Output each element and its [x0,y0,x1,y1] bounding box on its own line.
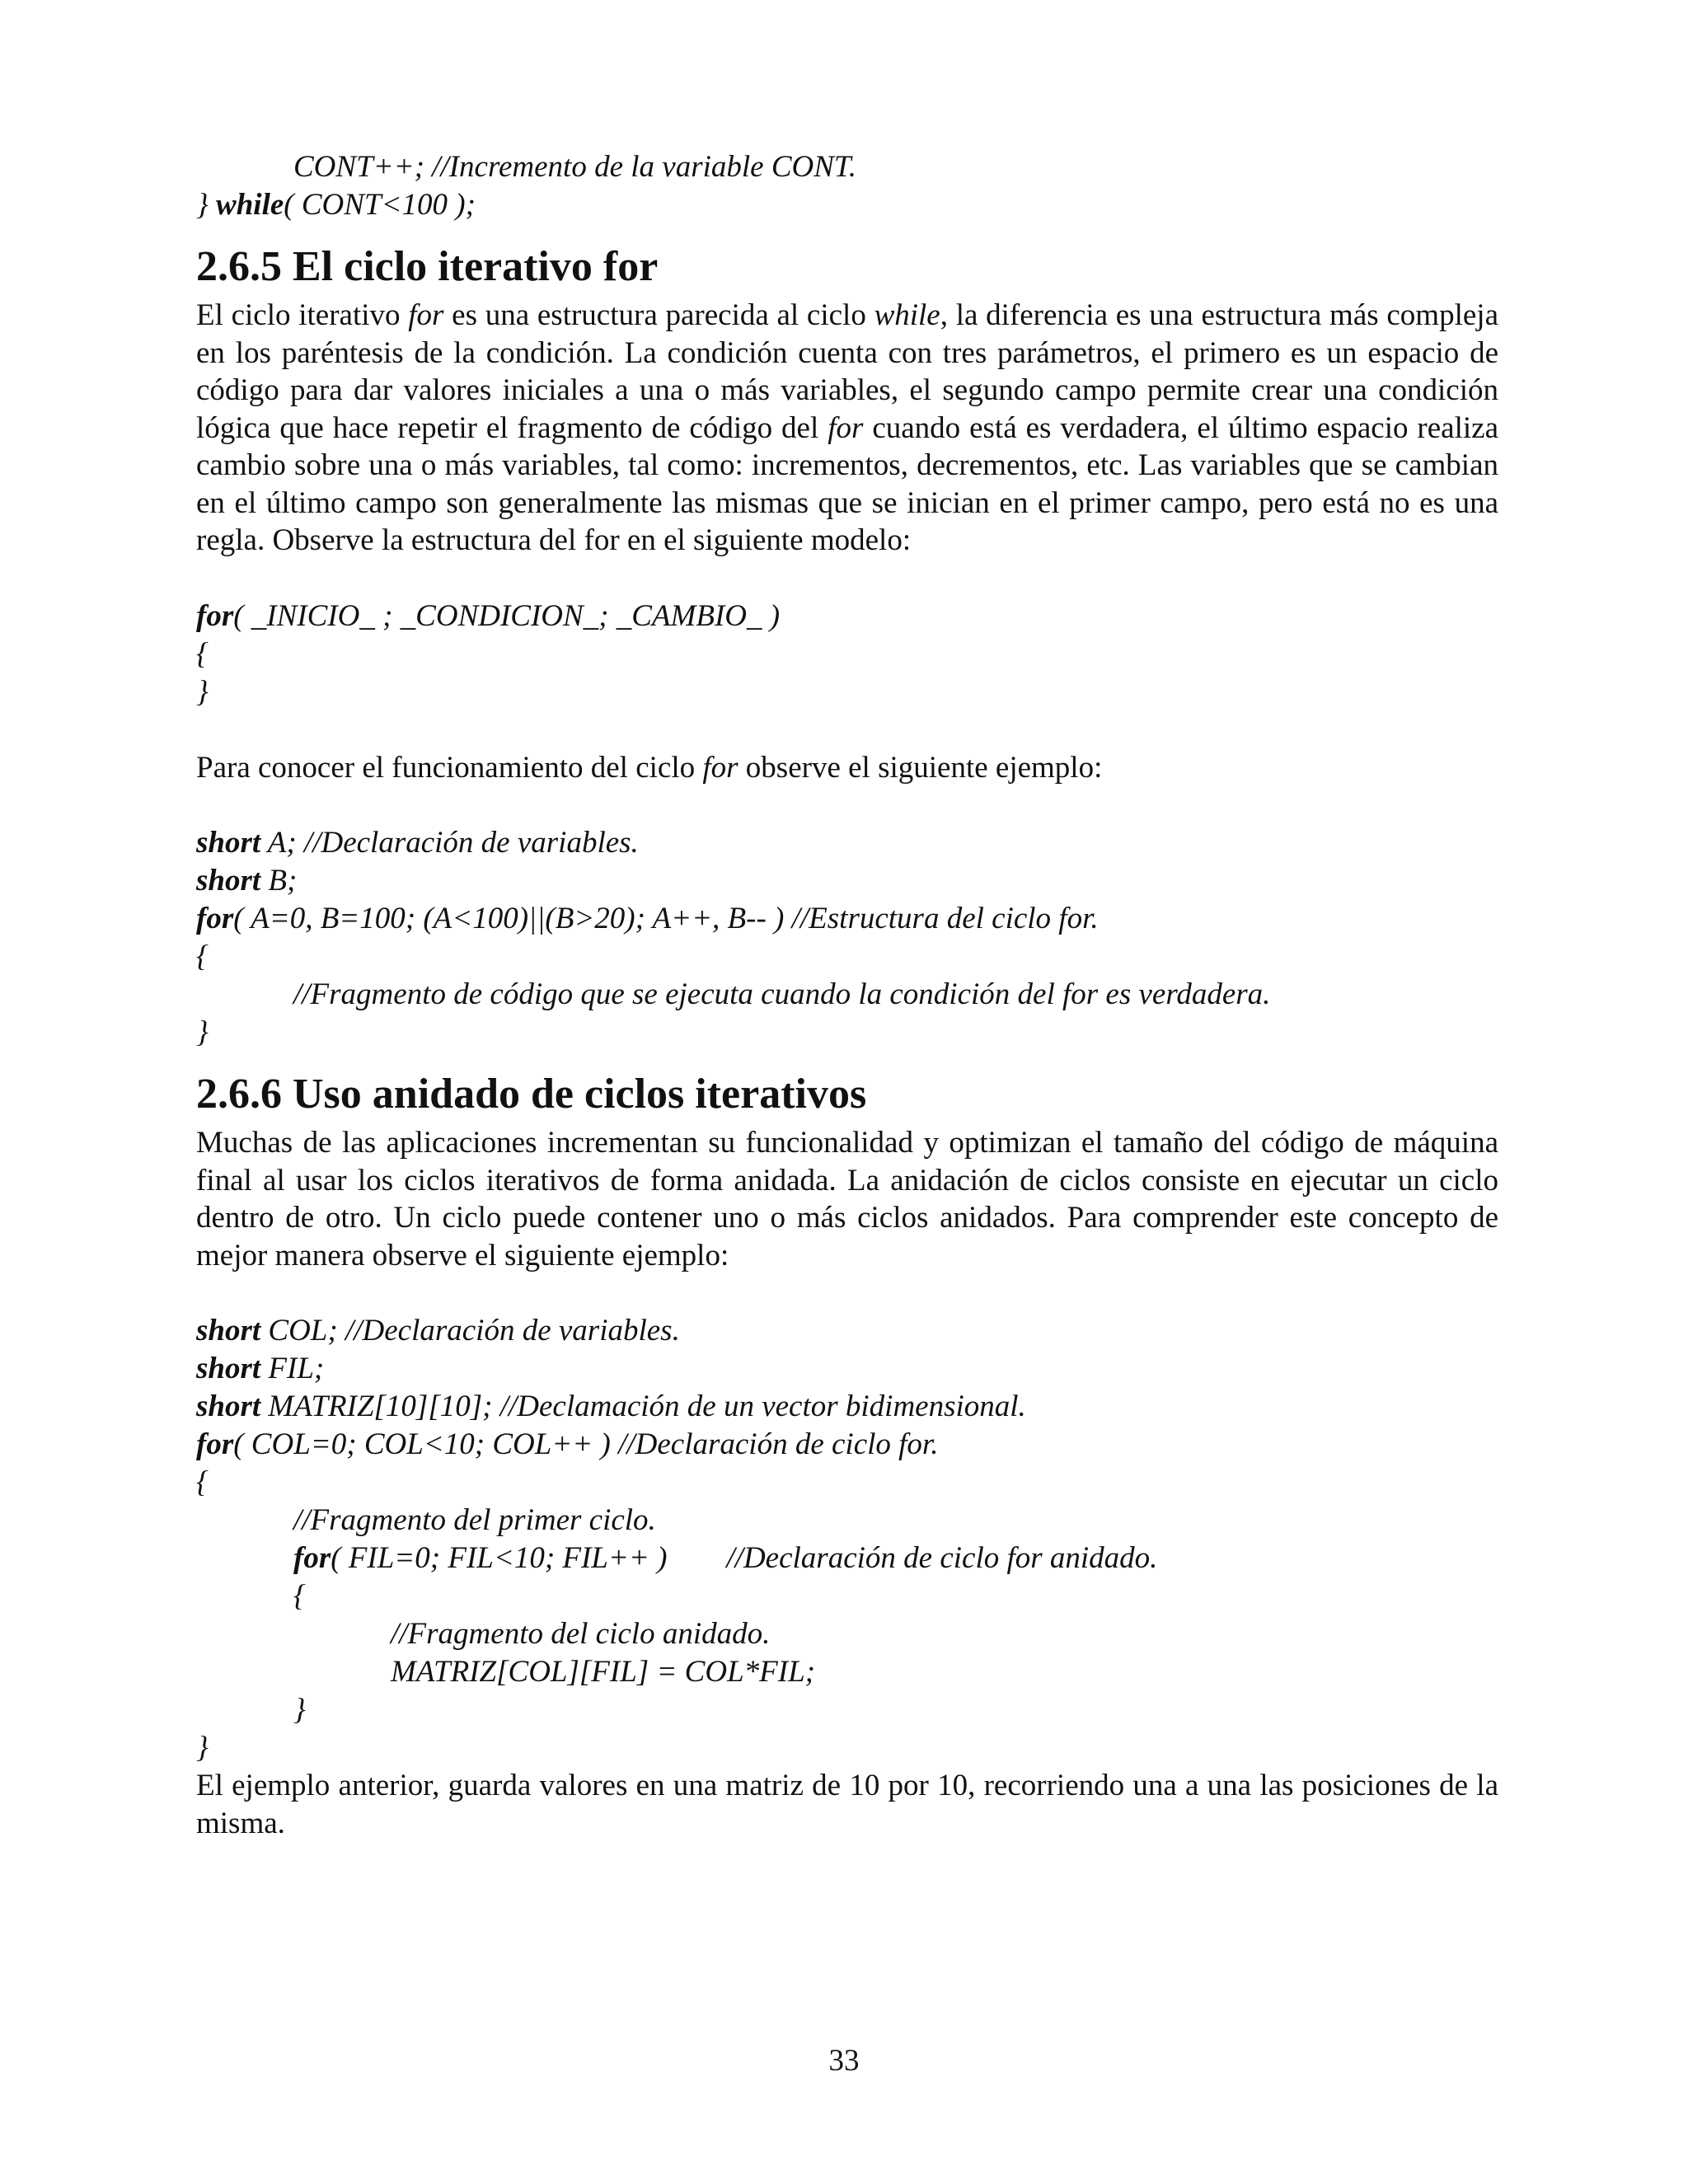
code-text: FIL; [260,1352,325,1385]
emphasis-text: for [408,298,444,332]
paragraph-text: , la diferencia es una estructura más compleja en los paréntesis de la condición. La condición cuenta con tres parámetros, el primero es un espacio de código para dar valores iniciales a una o más variables, el segundo campo permite crear una condición lógica que hace repetir el fragmento de código del [196,298,1498,445]
code-line [196,1615,1498,1653]
code-line [196,976,1498,1014]
code-brace: } [196,1731,209,1765]
code-line [196,186,1498,224]
code-text: CONT++; //Incremento de la variable CONT. [293,150,857,184]
paragraph-text: El ciclo iterativo [196,298,409,332]
code-comment: //Fragmento de código que se ejecuta cuando la condición del for es verdadera. [293,977,1271,1011]
emphasis-text: for [702,750,738,785]
paragraph-text: Para conocer el funcionamiento del ciclo [196,750,703,785]
code-keyword: short [196,826,261,860]
paragraph-text: observe el siguiente ejemplo: [738,750,1103,785]
code-text: MATRIZ[COL][FIL] = COL*FIL; [391,1655,815,1689]
code-text: COL; //Declaración de variables. [260,1314,680,1347]
code-comment: //Fragmento del primer ciclo. [293,1503,656,1537]
code-keyword: short [196,864,261,898]
code-brace: { [196,940,209,973]
code-line [196,598,1498,635]
code-keyword: short [196,1390,261,1423]
page-number: 33 [828,2044,860,2078]
code-line [196,1426,1498,1464]
code-brace: { [196,1465,209,1499]
code-text: ( CONT<100 ); [284,188,476,222]
emphasis-text: while [874,298,940,332]
code-text: } [196,188,217,222]
code-text: ( COL=0; COL<10; COL++ ) //Declaración de ciclo for. [233,1427,939,1461]
section-heading-nested: 2.6.6 Uso anidado de ciclos iterativos [196,1071,867,1118]
paragraph-nested-intro: Muchas de las aplicaciones incrementan su funcionalidad y optimizan el tamaño del código de máquina final al usar los ciclos iterativos de forma anidada. La anidación de ciclos consiste en ejecutar un ciclo dentro de otro. Un ciclo puede contener uno o más ciclos anidados. Para comprender este concepto de mejor manera observe el siguiente ejemplo: [196,1126,1498,1272]
code-line [196,824,1498,862]
code-line [196,1729,1498,1767]
code-line [196,1691,1498,1729]
section-heading-for: 2.6.5 El ciclo iterativo for [196,243,659,290]
spacer [196,786,1498,824]
code-line [196,1350,1498,1388]
code-keyword: for [293,1541,331,1575]
code-text: B; [260,864,298,898]
emphasis-text: for [828,410,864,445]
code-brace: { [293,1579,306,1613]
code-line [196,1312,1498,1350]
code-brace: { [196,636,209,671]
page-content [196,148,1498,1842]
code-text: ( A=0, B=100; (A<100)||(B>20); A++, B-- ) //Estructura del ciclo for. [233,902,1099,935]
code-comment: //Fragmento del ciclo anidado. [391,1617,771,1651]
code-line [196,1540,1498,1577]
code-keyword: while [216,188,284,222]
code-line [196,1464,1498,1502]
code-keyword: short [196,1314,261,1347]
code-line [196,148,1498,186]
paragraph-for-example-intro [196,749,1498,787]
spacer [196,711,1498,749]
code-line [196,1653,1498,1691]
code-line [196,1388,1498,1426]
paragraph-for-intro [196,297,1498,560]
code-brace: } [196,674,209,709]
code-text: A; //Declaración de variables. [260,826,639,860]
spacer [196,560,1498,598]
paragraph-text: es una estructura parecida al ciclo [443,298,874,332]
code-line [196,938,1498,976]
code-brace: } [196,1015,209,1049]
code-text: MATRIZ[10][10]; //Declamación de un vector bidimensional. [260,1390,1026,1423]
code-comment: //Declaración de ciclo for anidado. [726,1541,1158,1575]
code-line [196,1014,1498,1052]
code-text: ( _INICIO_ ; _CONDICION_; _CAMBIO_ ) [233,598,781,633]
paragraph-nested-conclusion: El ejemplo anterior, guarda valores en una matriz de 10 por 10, recorriendo una a una las posiciones de la misma. [196,1769,1498,1840]
code-line [196,1577,1498,1615]
code-line [196,862,1498,900]
code-text: ( FIL=0; FIL<10; FIL++ ) [331,1541,668,1575]
code-line [196,635,1498,673]
code-line [196,673,1498,711]
spacer [196,1274,1498,1312]
code-keyword: short [196,1352,261,1385]
code-brace: } [293,1693,306,1727]
code-line [196,1502,1498,1540]
paragraph-text: cuando está es verdadera, el último espacio realiza cambio sobre una o más variables, tal como: incrementos, decrementos, etc. Las variables que se cambian en el último campo son generalmente las mismas que se inician en el primer campo, pero está no es una regla. Observe la estructura del for en el siguiente modelo: [196,410,1499,557]
code-keyword: for [196,1427,234,1461]
code-line [196,900,1498,938]
code-keyword: for [196,902,234,935]
code-keyword: for [196,598,234,633]
